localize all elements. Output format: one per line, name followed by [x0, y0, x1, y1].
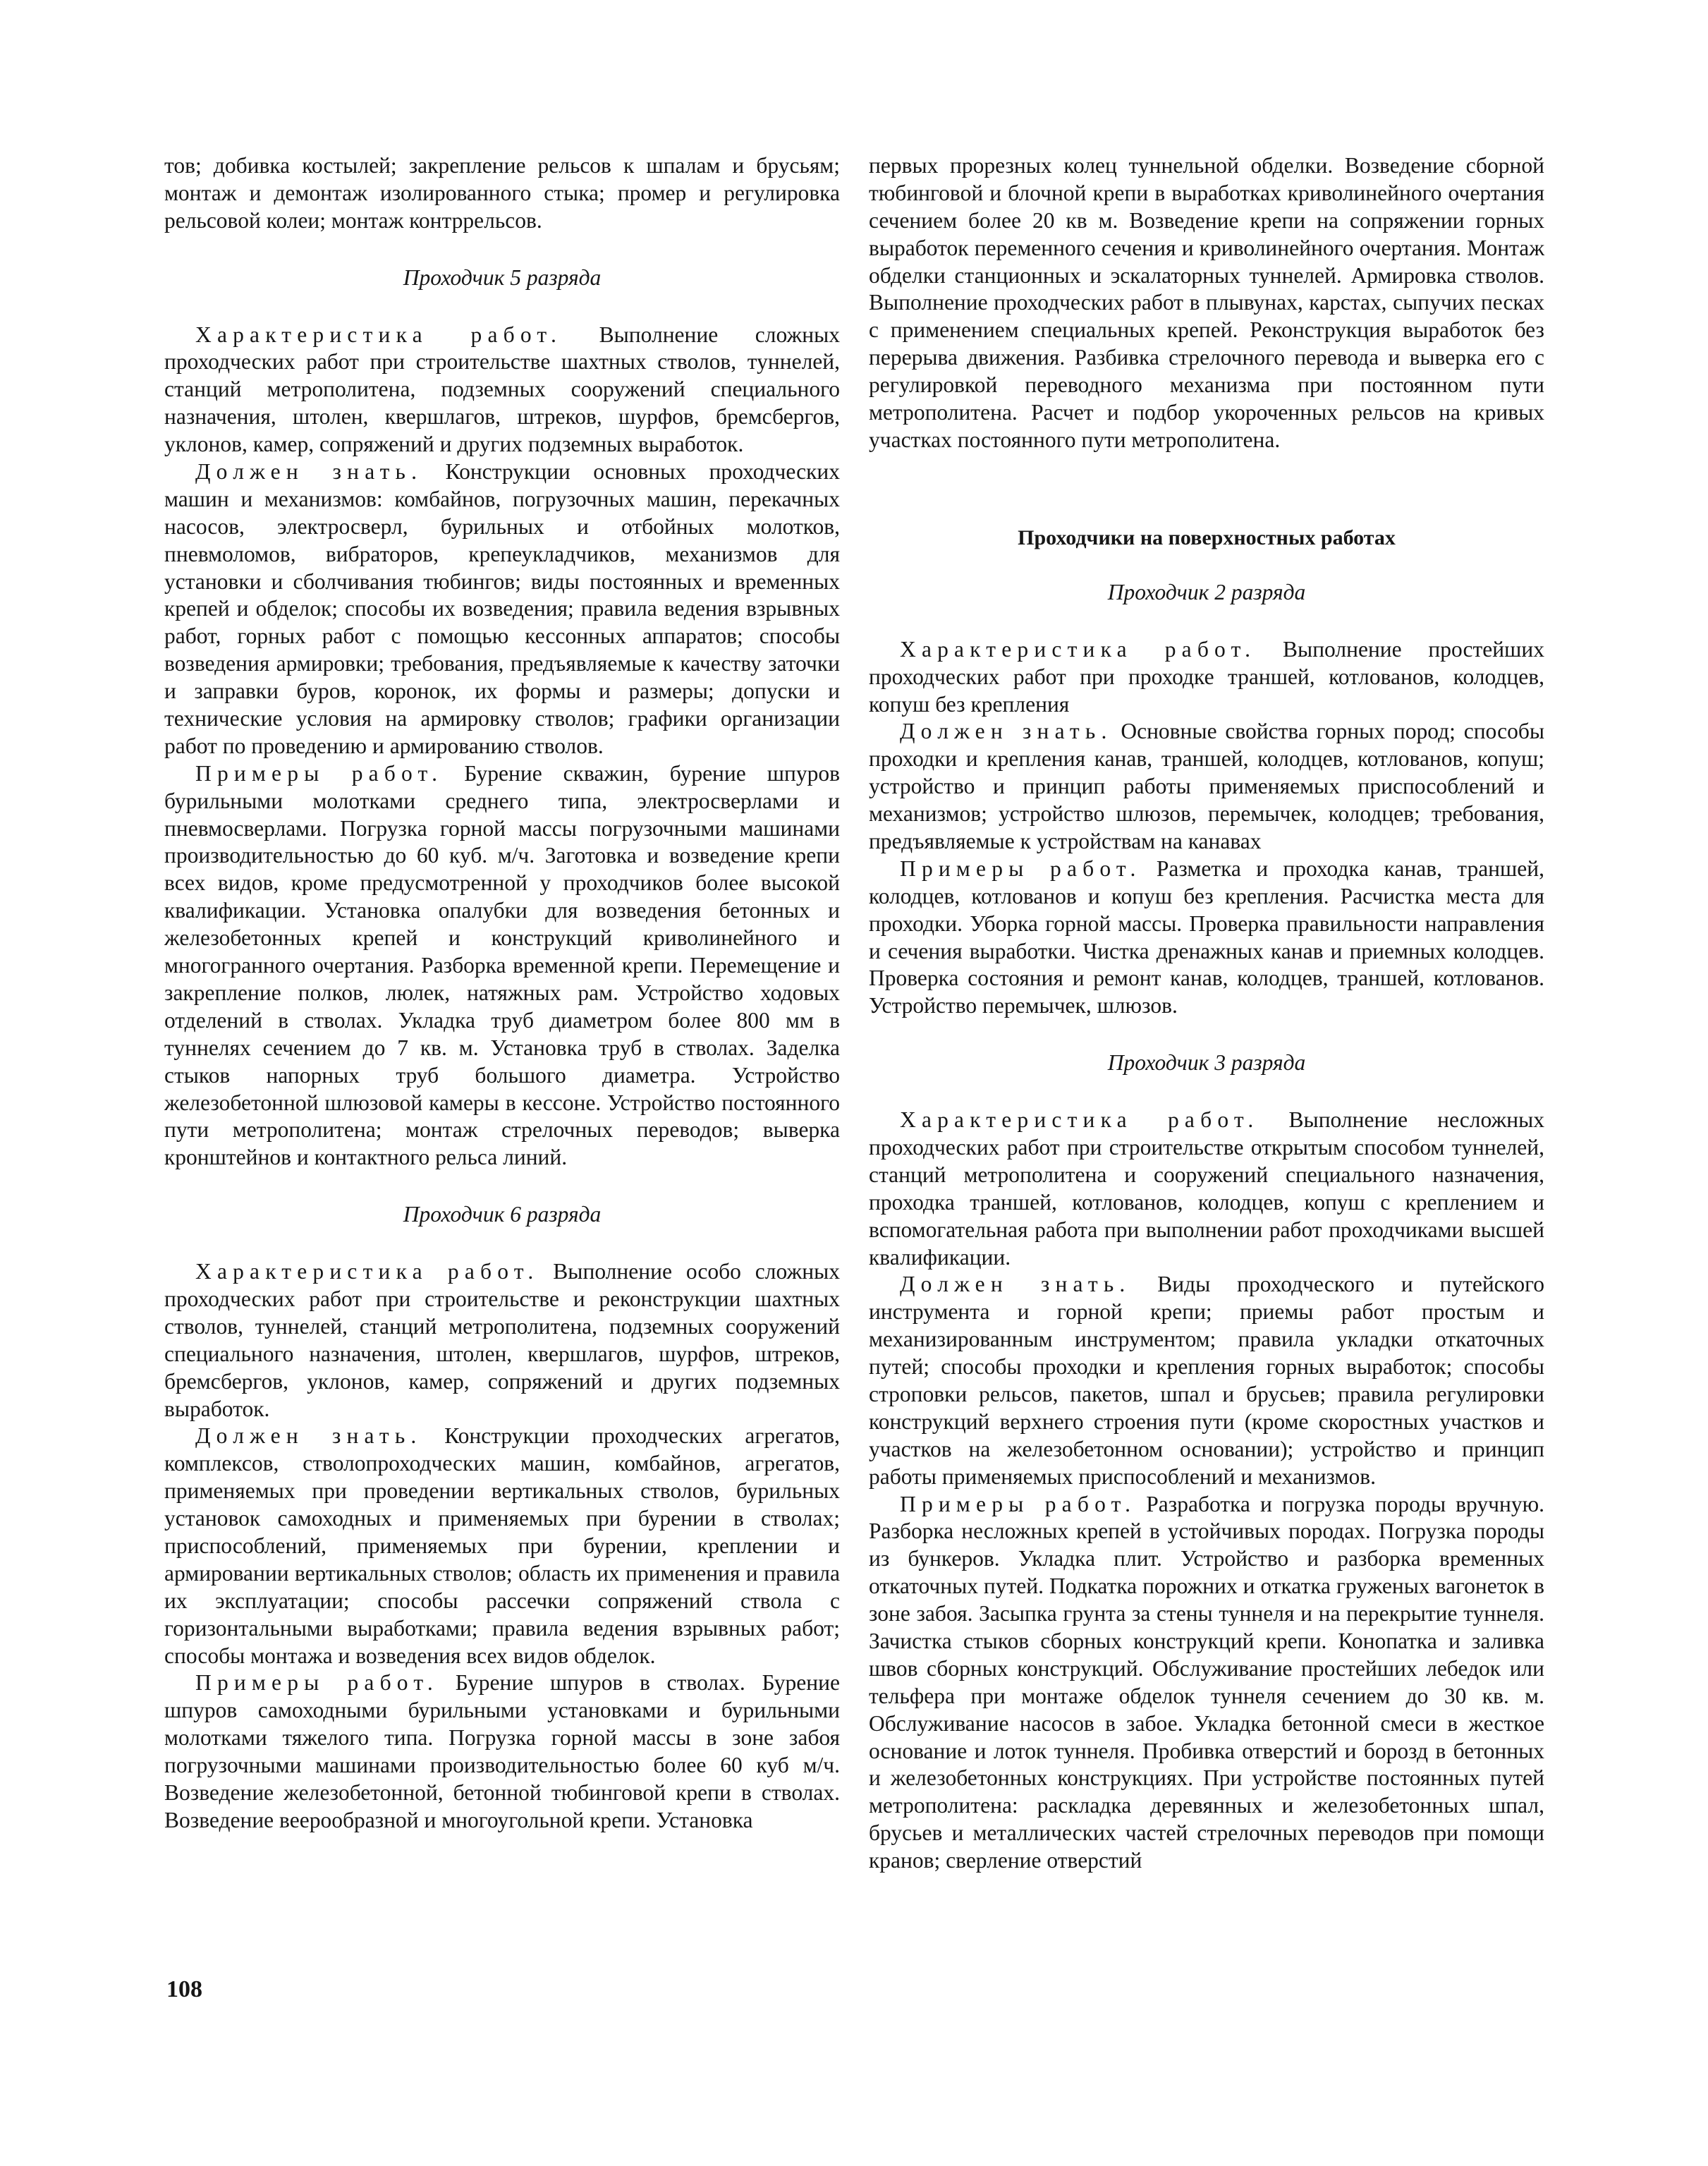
grade6-must-know-label: Должен знать.: [195, 1423, 422, 1449]
grade3-examples-label: Примеры работ.: [900, 1491, 1137, 1516]
grade6-characteristic-label: Характеристика работ.: [195, 1259, 539, 1284]
grade6-characteristic-text: Выполнение особо сложных проходческих работ при строительстве и реконструкции шахтных стволов, туннелей, станций метрополитена, подземных сооружений специального назначения, штолен, квершлагов, шурфов, штреков, бремсбергов, уклонов, камер, сопряжений и других подземных выработок.: [164, 1259, 840, 1421]
grade5-must-know-text: Конструкции основных проходческих машин и механизмов: комбайнов, погрузочных машин, перекачных насосов, электросверл, бурильных и отбойных молотков, пневмоломов, вибраторов, крепеукладчиков, механизмов для установки и сболчивания тюбингов; виды постоянных и временных крепей и обделок; способы их возведения; правила ведения взрывных работ, горных работ с помощью кессонных аппаратов; способы возведения армировки; требования, предъявляемые к качеству заточки и заправки буров, коронок, их формы и размеры; допуски и технические условия на армировку стволов; графики организации работ по проведению и армированию стволов.: [164, 459, 840, 758]
grade3-must-know-paragraph: [869, 1271, 1544, 1490]
grade3-heading: Проходчик 3 разряда: [1107, 1050, 1306, 1076]
grade5-examples-paragraph: [164, 760, 840, 1172]
grade3-examples-text: Разработка и погрузка породы вручную. Разборка несложных крепей в устойчивых породах. Погрузка породы из бункеров. Укладка плит. Устройство и разборка временных откаточных путей. Подкатка порожних и откатка груженых вагонеток в зоне забоя. Засыпка грунта за стены туннеля и на перекрытие туннеля. Зачистка стыков сборных конструкций крепи. Конопатка и заливка швов сборных конструкций. Обслуживание простейших лебедок или тельфера при монтаже обделок туннеля сечением до 30 кв. м. Обслуживание насосов в забое. Укладка бетонной смеси в жесткое основание и лоток туннеля. Пробивка отверстий и борозд в бетонных и железобетонных конструкциях. При устройстве постоянных путей метрополитена: раскладка деревянных и железобетонных шпал, брусьев и металлических частей стрелочных переводов при помощи кранов; сверление отверстий: [869, 1491, 1544, 1873]
grade2-characteristic-paragraph: [869, 636, 1544, 719]
grade2-examples-text: Разметка и проходка канав, траншей, колодцев, котлованов и копуш без крепления. Расчистка места для проходки. Уборка горной массы. Проверка правильности направления и сечения выработки. Чистка дренажных канав и приемных колодцев. Проверка состояния и ремонт канав, колодцев, траншей, котлованов. Устройство перемычек, шлюзов.: [869, 856, 1545, 1018]
grade5-must-know-paragraph: [164, 458, 840, 760]
grade5-characteristic-paragraph: [164, 322, 840, 458]
right-intro-paragraph: первых прорезных колец туннельной обделки. Возведение сборной тюбинговой и блочной крепи в выработках криволинейного очертания сечением более 20 кв м. Возведение крепи на сопряжении горных выработок переменного сечения и криволинейного очертания. Монтаж обделки станционных и эскалаторных туннелей. Армировка стволов. Выполнение проходческих работ в плывунах, карстах, сыпучих песках с применением специальных крепей. Реконструкция выработок без перерыва движения. Разбивка стрелочного перевода и выверка его с регулировкой переводного механизма при постоянном пути метрополитена. Расчет и подбор укороченных рельсов на кривых участках постоянного пути метрополитена.: [869, 153, 1544, 452]
grade5-heading: Проходчик 5 разряда: [403, 264, 602, 290]
grade5-must-know-label: Должен знать.: [195, 459, 423, 485]
grade3-characteristic-paragraph: [869, 1107, 1544, 1271]
left-column: [164, 152, 840, 1835]
grade6-must-know-text: Конструкции проходческих агрегатов, комплексов, стволопроходческих машин, комбайнов, агрегатов, применяемых при проведении вертикальных стволов, бурильных установок самоходных и применяемых при бурении в стволах; приспособлений, применяемых при бурении, креплении и армировании вертикальных стволов; область их применения и правила их эксплуатации; способы рассечки сопряжений ствола с горизонтальными выработками; правила ведения взрывных работ; способы монтажа и возведения всех видов обделок.: [164, 1423, 840, 1668]
grade5-characteristic-label: Характеристика работ.: [195, 322, 563, 347]
grade2-characteristic-label: Характеристика работ.: [900, 636, 1257, 662]
grade2-must-know-paragraph: [869, 718, 1544, 855]
grade3-characteristic-text: Выполнение несложных проходческих работ при строительстве открытым способом туннелей, станций метрополитена и сооружений специального назначения, проходка траншей, котлованов, колодцев, копуш с креплением и вспомогательная работа при выполнении работ проходчиками высшей квалификации.: [869, 1107, 1544, 1270]
grade6-examples-label: Примеры работ.: [195, 1670, 439, 1696]
grade3-must-know-label: Должен знать.: [900, 1272, 1131, 1297]
surface-works-section-heading: Проходчики на поверхностных работах: [1018, 525, 1396, 549]
grade3-examples-paragraph: [869, 1491, 1544, 1875]
grade5-examples-label: Примеры работ.: [195, 760, 444, 786]
grade6-characteristic-paragraph: [164, 1258, 840, 1423]
grade2-examples-paragraph: [869, 856, 1544, 1020]
grade3-characteristic-label: Характеристика работ.: [900, 1107, 1259, 1133]
grade5-examples-text: Бурение скважин, бурение шпуров бурильными молотками среднего типа, электросверлами и пневмосверлами. Погрузка горной массы погрузочными машинами производительностью до 60 куб. м/ч. Заготовка и возведение крепи всех видов, кроме предусмотренной у проходчиков более высокой квалификации. Установка опалубки для возведения бетонных и железобетонных крепей и конструкций криволинейного и многогранного очертания. Разборка временной крепи. Перемещение и закрепление полков, люлек, натяжных рам. Устройство ходовых отделений в стволах. Укладка труб диаметром более 800 мм в туннелях сечением до 7 кв. м. Установка труб в стволах. Заделка стыков напорных труб большого диаметра. Устройство железобетонной шлюзовой камеры в кессоне. Устройство постоянного пути метрополитена; монтаж стрелочных переводов; выверка кронштейнов и контактного рельса линий.: [164, 760, 840, 1170]
grade3-must-know-text: Виды проходческого и путейского инструмента и горной крепи; приемы работ простым и механизированным инструментом; правила укладки откаточных путей; способы проходки и крепления горных выработок; способы строповки рельсов, пакетов, шпал и брусьев; правила регулировки конструкций верхнего строения пути (кроме скоростных участков и участков на железобетонном основании); устройство и принцип работы применяемых приспособлений и механизмов.: [869, 1272, 1545, 1489]
page-number: 108: [166, 1976, 202, 2002]
grade6-examples-paragraph: [164, 1669, 840, 1834]
grade2-must-know-text: Основные свойства горных пород; способы проходки и крепления канав, траншей, колодцев, котлованов, копуш; устройство и принцип работы применяемых приспособлений и механизмов; устройство шлюзов, перемычек, колодцев; требования, предъявляемые к устройствам на канавах: [869, 719, 1545, 853]
grade6-must-know-paragraph: [164, 1423, 840, 1669]
grade2-heading: Проходчик 2 разряда: [1107, 579, 1306, 604]
right-column: [869, 152, 1544, 1875]
grade6-heading: Проходчик 6 разряда: [403, 1202, 602, 1227]
left-intro-paragraph: тов; добивка костылей; закрепление рельсов к шпалам и брусьям; монтаж и демонтаж изолированного стыка; промер и регулировка рельсовой колеи; монтаж контррельсов.: [164, 153, 840, 233]
grade2-must-know-label: Должен знать.: [900, 719, 1113, 744]
grade2-characteristic-text: Выполнение простейших проходческих работ при проходке траншей, котлованов, колодцев, копуш без крепления: [869, 636, 1544, 717]
grade2-examples-label: Примеры работ.: [900, 856, 1142, 881]
grade6-examples-text: Бурение шпуров в стволах. Бурение шпуров самоходными бурильными установками и бурильными молотками тяжелого типа. Погрузка горной массы в зоне забоя погрузочными машинами производительностью более 60 куб м/ч. Возведение железобетонной, бетонной тюбинговой крепи в стволах. Возведение веерообразной и многоугольной крепи. Установка: [164, 1670, 840, 1832]
grade5-characteristic-text: Выполнение сложных проходческих работ при строительстве шахтных стволов, туннелей, станций метрополитена, подземных сооружений специального назначения, штолен, квершлагов, штреков, шурфов, бремсбергов, уклонов, камер, сопряжений и других подземных выработок.: [164, 322, 840, 457]
